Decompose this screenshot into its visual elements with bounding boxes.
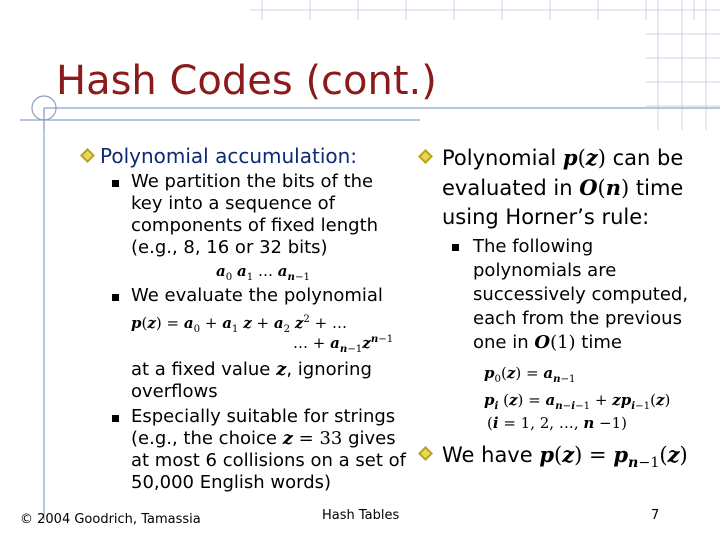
polynomial-formula-line1: $p(z) = a_0 + a_1$ $z + a_2$ $z^2$ + … bbox=[131, 314, 347, 335]
diamond-bullet-icon bbox=[418, 446, 433, 461]
horner-index-range: (i = 1, 2, …, n −1) bbox=[487, 414, 628, 432]
diamond-bullet-icon bbox=[80, 148, 95, 163]
right-sub-bullet: The following polynomials are successively computed, each from the previous one in O(1) time bbox=[473, 236, 689, 353]
sequence-formula: $a_0$ $a_1$ … $a_{n-1}$ bbox=[216, 262, 310, 283]
slide-title: Hash Codes (cont.) bbox=[56, 58, 437, 104]
footer-title: Hash Tables bbox=[322, 508, 400, 523]
square-bullet-icon bbox=[452, 244, 459, 251]
left-heading: Polynomial accumulation: bbox=[100, 144, 358, 168]
footer-copyright: © 2004 Goodrich, Tamassia bbox=[20, 512, 201, 527]
square-bullet-icon bbox=[112, 294, 119, 301]
horner-formula-base: $p_0(z) = a_{n-1}$ bbox=[484, 364, 576, 385]
horner-formula-step: $p_i$ $(z) = a_{n-i-1} + zp_{i-1}(z)$ bbox=[484, 391, 671, 412]
diamond-bullet-icon bbox=[418, 149, 433, 164]
left-bullet-2-cont: at a fixed value z, ignoring overflows bbox=[131, 359, 372, 402]
polynomial-formula-line2: … + $a_{n-1}z^{n-1}$ bbox=[293, 333, 394, 355]
left-bullet-2: We evaluate the polynomial bbox=[131, 285, 383, 306]
page-number: 7 bbox=[651, 508, 660, 523]
square-bullet-icon bbox=[112, 415, 119, 422]
left-bullet-1: We partition the bits of the key into a sequence of components of fixed length (e.g., 8, 16 or 32 bits) bbox=[131, 171, 379, 258]
right-heading: Polynomial p(z) can be evaluated in O(n) time using Horner’s rule: bbox=[442, 145, 684, 229]
right-bottom-bullet: We have $p(z) = p_{n-1}(z)$ bbox=[442, 442, 688, 472]
square-bullet-icon bbox=[112, 180, 119, 187]
left-bullet-3: Especially suitable for strings (e.g., the choice z = 33 gives at most 6 collisions on a set of 50,000 English words) bbox=[131, 406, 406, 493]
